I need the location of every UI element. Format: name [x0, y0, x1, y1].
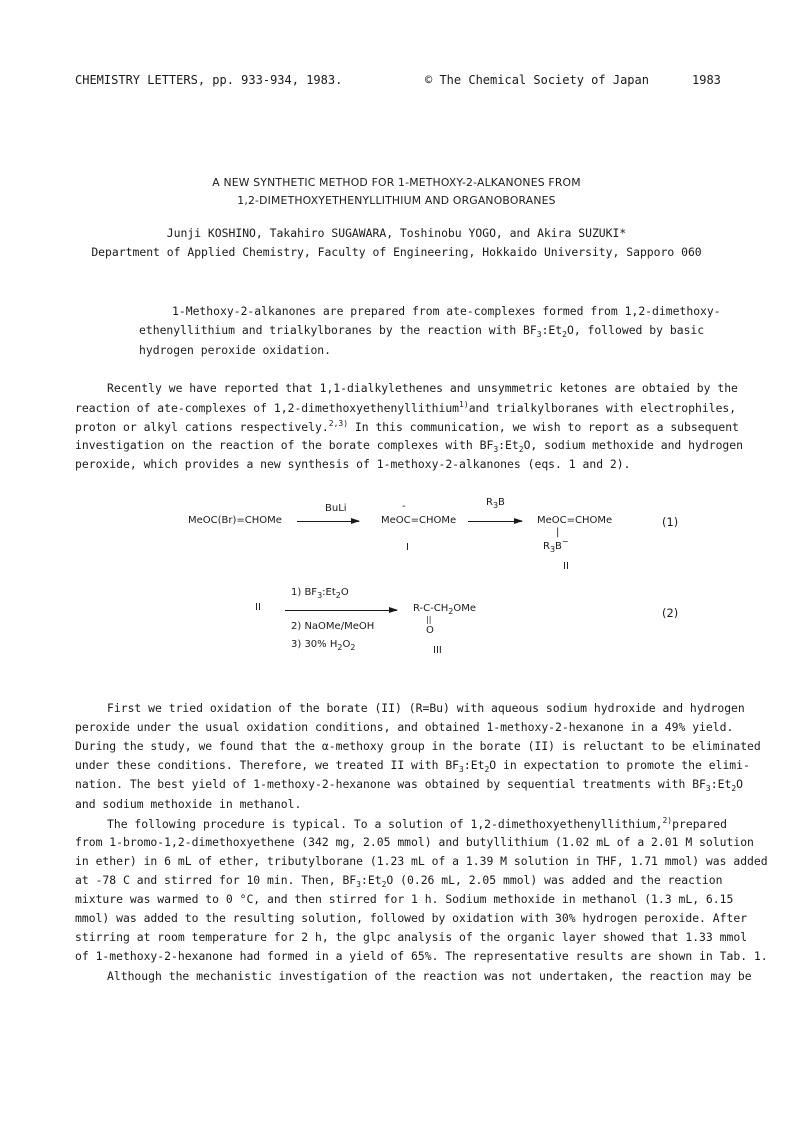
carbonyl-oxygen: O [426, 625, 434, 636]
text-line: in ether) in 6 mL of ether, tributylborane (1.23 mL of a 1.39 M solution in THF, 1.71 mmol) was added [75, 854, 768, 868]
text-line: First we tried oxidation of the borate (II) (R=Bu) with aqueous sodium hydroxide and hydrogen [107, 701, 745, 715]
compound-label-iii: III [433, 645, 442, 656]
abstract-line: hydrogen peroxide oxidation. [139, 343, 332, 357]
journal-citation: CHEMISTRY LETTERS, pp. 933-934, 1983. [75, 73, 343, 87]
equation-number-2: (2) [662, 606, 679, 620]
text-line: and sodium methoxide in methanol. [75, 797, 302, 811]
text-line: mixture was warmed to 0 °C, and then stirred for 1 h. Sodium methoxide in methanol (1.3 mL, 6.15 [75, 892, 734, 906]
copyright-notice: © The Chemical Society of Japan [425, 73, 649, 87]
text-line: proton or alkyl cations respectively.$^{2,3)}$ In this communication, we wish to report as a subsequent [75, 419, 739, 434]
reference-marker: 1) [459, 400, 469, 409]
reaction-arrow [468, 521, 522, 522]
starting-compound-ii: II [255, 602, 261, 613]
compound-label-ii: II [563, 561, 569, 572]
text-line: at -78 C and stirred for 10 min. Then, $BF_3:Et_2O$ (0.26 mL, 2.05 mmol) was added and the reaction [75, 873, 723, 889]
step-2-reagent: 2) NaOMe/MeOH [291, 621, 375, 632]
text-line: During the study, we found that the α-methoxy group in the borate (II) is reluctant to be eliminated [75, 739, 761, 753]
step-1-reagent: 1) $BF_3:Et_2O$ [291, 587, 349, 600]
reference-marker: 2,3) [328, 419, 349, 428]
text-line: investigation on the reaction of the borate complexes with $BF_3:Et_2O$, sodium methoxide and hydrogen [75, 438, 744, 454]
text-line: peroxide, which provides a new synthesis of 1-methoxy-2-alkanones (eqs. 1 and 2). [75, 457, 631, 471]
text-line: nation. The best yield of 1-methoxy-2-hexanone was obtained by sequential treatments with $BF_3:Et_2O$ [75, 777, 744, 793]
compound-label-i: I [406, 542, 409, 553]
abstract-line: 1-Methoxy-2-alkanones are prepared from ate-complexes formed from 1,2-dimethoxy- [172, 304, 721, 318]
reagent-r3b: $R_3B$ [486, 497, 505, 510]
equation-number-1: (1) [662, 515, 679, 529]
paper-title-line-2: 1,2-DIMETHOXYETHENYLLITHIUM AND ORGANOBORANES [237, 194, 556, 207]
carbanion-charge: - [402, 501, 406, 512]
text-line: peroxide under the usual oxidation conditions, and obtained 1-methoxy-2-hexanone in a 49% yield. [75, 720, 734, 734]
reaction-arrow [285, 610, 397, 611]
abstract-line: ethenyllithium and trialkylboranes by the reaction with $BF_3:Et_2O$, followed by basic [139, 323, 705, 339]
borate-group: $R_3B^-$ [543, 537, 569, 554]
text-line: of 1-methoxy-2-hexanone had formed in a yield of 65%. The representative results are shown in Tab. 1. [75, 949, 768, 963]
product-iii: $R-C-CH_2OMe$ [413, 603, 476, 616]
carbonyl-bond: || [426, 615, 432, 624]
text-line: stirring at room temperature for 2 h, the glpc analysis of the organic layer showed that 1.33 mmol [75, 930, 748, 944]
text-line: The following procedure is typical. To a solution of 1,2-dimethoxyethenyllithium,$^{2)}$prepared [107, 816, 727, 831]
text-line: reaction of ate-complexes of 1,2-dimethoxyethenyllithium$^{1)}$and trialkylboranes with electrophiles, [75, 400, 737, 415]
header-year: 1983 [692, 73, 721, 87]
intermediate-i: MeOC=CHOMe [381, 515, 457, 526]
text-line: from 1-bromo-1,2-dimethoxyethene (342 mg, 2.05 mmol) and butyllithium (1.02 mL of a 2.01 M solution [75, 835, 754, 849]
affiliation: Department of Applied Chemistry, Faculty of Engineering, Hokkaido University, Sapporo 060 [91, 245, 702, 259]
intermediate-ii: MeOC=CHOMe [537, 515, 613, 526]
author-list: Junji KOSHINO, Takahiro SUGAWARA, Toshinobu YOGO, and Akira SUZUKI* [166, 226, 627, 240]
text-line: Although the mechanistic investigation of the reaction was not undertaken, the reaction may be [107, 969, 752, 983]
step-3-reagent: 3) 30% $H_2O_2$ [291, 639, 356, 652]
reaction-arrow [297, 521, 359, 522]
reagent-buli: BuLi [325, 503, 347, 514]
starting-material: MeOC(Br)=CHOMe [188, 515, 282, 526]
text-line: Recently we have reported that 1,1-dialkylethenes and unsymmetric ketones are obtaied by the [107, 381, 738, 395]
boron-bond: | [556, 527, 560, 538]
reference-marker: 2) [662, 816, 673, 825]
paper-title-line-1: A NEW SYNTHETIC METHOD FOR 1-METHOXY-2-ALKANONES FROM [212, 176, 581, 189]
text-line: mmol) was added to the resulting solution, followed by oxidation with 30% hydrogen peroxide. After [75, 911, 748, 925]
text-line: under these conditions. Therefore, we treated II with $BF_3:Et_2O$ in expectation to promote the elimi- [75, 758, 750, 774]
